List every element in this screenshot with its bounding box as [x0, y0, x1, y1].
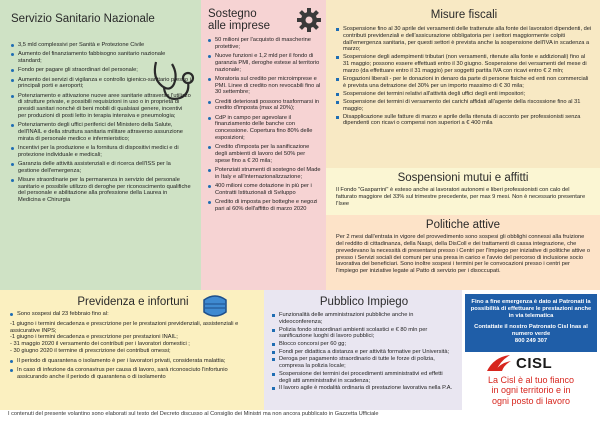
list-item: Sospensione dei termini di versamento dei carichi affidati all'agente della riscossione fino al 31 maggio;: [336, 99, 592, 112]
sanitario-title: Servizio Sanitario Nazionale: [11, 13, 155, 25]
gear-icon: [296, 7, 322, 38]
list-item: 50 milioni per l'acquisto di mascherine protettive;: [208, 37, 321, 50]
list-item: 400 milioni come dotazione in più per i Contratti Istituzionali di Sviluppo: [208, 183, 321, 196]
fiscali-panel: [326, 0, 600, 168]
cisl-slogan: [464, 375, 598, 406]
list-item: Sospensione fino al 30 aprile dei versamenti delle trattenute alla fonte dei lavoratori dipendenti, dei contributi previdenziali e dell'assicurazione obbligatoria per i settori maggiormente colpiti dall'emergenza sanitaria, per questi settori è prevista anche la sospensione dell'IVA in scadenza a marzo;: [336, 26, 592, 53]
list-item: In caso di infezione da coronavirus per causa di lavoro, sarà riconosciuto l'infortunio assicurando anche il periodo di quarantena o di isolamento: [10, 367, 256, 380]
previdenza-panel: [0, 290, 264, 410]
previdenza-title: Previdenza e infortuni: [77, 296, 189, 308]
previdenza-lines: [10, 321, 256, 355]
list-item: Fondi per didattica a distanza e per attività formative per Università;: [272, 349, 456, 356]
list-item: Aumento dei servizi di vigilanza e controllo igienico-sanitario presso i principali porti e aeroporti;: [11, 77, 191, 90]
list-item: Moratoria sul credito per microimprese e PMI. Linee di credito non revocabili fino al 30 settembre;: [208, 76, 321, 96]
list-item: Deroga per pagamento straordinario di tutte le forze di polizia, compresa la polizia locale;: [272, 356, 456, 369]
list-item: Il periodo di quarantena o isolamento è per i lavoratori privati, considerata malattia;: [10, 358, 256, 365]
slogan-line: ogni posto di lavoro: [491, 395, 571, 406]
list-item: Credito di imposta per botteghe e negozi pari al 60% dell'affitto di marzo 2020: [208, 199, 321, 212]
imprese-list: [208, 37, 321, 212]
mutui-title: Sospensioni mutui e affitti: [397, 172, 529, 184]
slogan-line: in ogni territorio e in: [491, 385, 571, 396]
patronato-box: [465, 294, 597, 352]
impiego-list: [272, 312, 456, 392]
cisl-logo-mark: [486, 353, 512, 373]
list-item: Incentivi per la produzione e la fornitura di dispositivi medici e di protezione individuale e medicali;: [11, 145, 191, 158]
patronato-phone[interactable]: 800 249 307: [514, 337, 548, 344]
slogan-line: La Cisl è al tuo fianco: [487, 375, 575, 385]
cisl-column: [462, 290, 600, 410]
previdenza-list: [10, 358, 256, 381]
list-item: Sospensione degli adempimenti tributari (non versamenti, ritenute alla fonte e addizionali) fino al 31 maggio; possono essere effettuati entro il 30 giugno. Sospensione dei versamenti del mese di marzo (da effettuare entro il 31 maggio) per soggetti partita IVA con ricavi entro € 2 mln;: [336, 54, 592, 74]
list-item: Potenziati strumenti di sostegno del Made in Italy e all'internazionalizzazione;: [208, 167, 321, 180]
list-item: Misure straordinarie per la permanenza in servizio del personale sanitario e possibile utilizzo di deroghe per riconoscimento qualifiche del personale e abilitazione alla professione della Laurea in Medicina e Chirurgia: [11, 177, 191, 204]
face-mask-icon: [200, 294, 230, 325]
previdenza-line: -1 giugno i termini decadenza e prescrizione per le prestazioni previdenziali, assistenziali e assicurative INPS;: [10, 320, 239, 334]
list-item: Crediti deteriorati possono trasformarsi in credito d'imposta (max al 20%);: [208, 99, 321, 112]
impiego-panel: [264, 290, 462, 410]
politiche-text: Per 2 mesi dall'entrata in vigore del provvedimento sono sospesi gli obblighi connessi alla fruizione del reddito di cittadinanza, della Naspi, della DisColl e dei trattamenti di cassa integrazione, che prevedevano la necessità di presentarsi presso i Centri per l'Impiego per iniziative di politiche attive o presso i Servizi sociali dei comuni per una presa in carico e l'avvio del percorso di inclusione socio lavorativa dei beneficiari. Sono inoltre sospesi i termini per le convocazioni presso i centri per l'impiego per iniziative legate al Patto di servizio per i disoccupati.: [336, 234, 590, 275]
impiego-title: Pubblico Impiego: [319, 296, 409, 308]
cisl-logo-text: CISL: [516, 355, 553, 372]
fiscali-list: [336, 26, 592, 127]
cisl-logo: [484, 353, 584, 373]
list-item: Sospensione dei termini relativi all'attività degli uffici degli enti impositori;: [336, 91, 592, 98]
previdenza-intro-list: [10, 311, 256, 318]
list-item: Il lavoro agile è modalità ordinaria di prestazione lavorativa nella P.A.: [272, 385, 456, 392]
imprese-title-line1: Sostegno: [208, 8, 257, 20]
list-item: Fondo per pagare gli straordinari del personale;: [11, 67, 158, 74]
fiscali-title: Misure fiscali: [430, 9, 498, 21]
list-item: 3,5 mld complessivi per Sanità e Protezione Civile: [11, 42, 191, 49]
list-item: Aumento del finanziamento fabbisogno sanitario nazionale standard;: [11, 51, 166, 64]
previdenza-line: - 30 giugno 2020 il termine di prescrizione dei contributi omessi;: [10, 348, 171, 355]
politiche-panel: [326, 215, 600, 290]
list-item: Potenziamento degli uffici periferici del Ministero della Salute, dell'INAIL e della struttura sanitaria militare attraverso assunzione mirata di personale medico e infermieristico;: [11, 122, 191, 142]
list-item: Credito d'imposta per la sanificazione degli ambienti di lavoro del 50% per spese fino a € 20 mila;: [208, 144, 321, 164]
imprese-title-line2: alle imprese: [208, 20, 270, 33]
politiche-title: Politiche attive: [425, 219, 501, 231]
imprese-panel: [201, 0, 326, 290]
patronato-line2: Contattate il nostro Patronato Cisl Inas al numero verde: [474, 323, 588, 337]
list-item: Potenziamento e attivazione nuove aree sanitarie attraverso l'utilizzo di strutture private, e possibili requisizioni in uso o in proprietà di presidi sanitari nonché di beni mobili di qualsiasi genere, incentivi per produzioni di posti letto in terapia intensiva e pneumologia;: [11, 93, 191, 120]
patronato-line1: Fino a fine emergenza è dato ai Patronati la possibilità di effettuare le prestazioni anche in via telematica: [470, 299, 592, 319]
list-item: CdP in campo per agevolare il finanziamento delle banche con concessione. Copertura fino 80% delle esposizioni;: [208, 115, 321, 142]
list-item: Garanzia delle attività assistenziali e di ricerca dell'ISS per la gestione dell'emergenza;: [11, 161, 191, 174]
footer-note: I contenuti del presente volantino sono elaborati sul testo del Decreto discusso al Consiglio dei Ministri ma non ancora pubblicato in Gazzetta Ufficiale: [8, 411, 379, 417]
mutui-panel: [326, 168, 600, 215]
previdenza-line: - 31 maggio 2020 il versamento dei contributi per i lavoratori domestici ;: [10, 341, 190, 348]
list-item: Erogazioni liberali - per le donazioni in denaro da parte di persone fisiche ed enti non commerciali è prevista una detrazione del 30% per un importo massimo di € 30 mila;: [336, 76, 592, 89]
sanitario-panel: [0, 0, 201, 290]
list-item: Sospensione dei termini dei procedimenti amministrativi ed effetti degli atti amministrativi in scadenza;: [272, 371, 456, 384]
mutui-text: Il Fondo "Gasparrini" è esteso anche ai lavoratori autonomi e liberi professionisti con calo del fatturato maggiore del 33% sul trimestre precedente, per max 9 mesi. Non è necessario presentare l'Isee: [336, 187, 586, 207]
list-item: Nuove funzioni e 1,2 mld per il fondo di garanzia PMI, deroghe estese al territorio nazionale;: [208, 53, 321, 73]
list-item: Blocco concorsi per 60 gg;: [272, 341, 456, 348]
list-item: Disapplicazione sulle fatture di marzo e aprile della ritenuta di acconto per professionisti senza dipendenti con ricavi o compensi non superiori a € 400 mila: [336, 114, 592, 127]
list-item: Sono sospesi dal 23 febbraio fino al:: [10, 311, 256, 318]
list-item: Polizia fondo straordinari ambienti scolastici e € 80 mln per sanificazione luoghi di lavoro pubblici;: [272, 327, 456, 340]
list-item: Funzionalità delle amministrazioni pubbliche anche in videoconferenza;: [272, 312, 456, 325]
previdenza-line: -1 giugno i termini decadenza e prescrizione per prestazioni INAIL;: [10, 334, 178, 341]
